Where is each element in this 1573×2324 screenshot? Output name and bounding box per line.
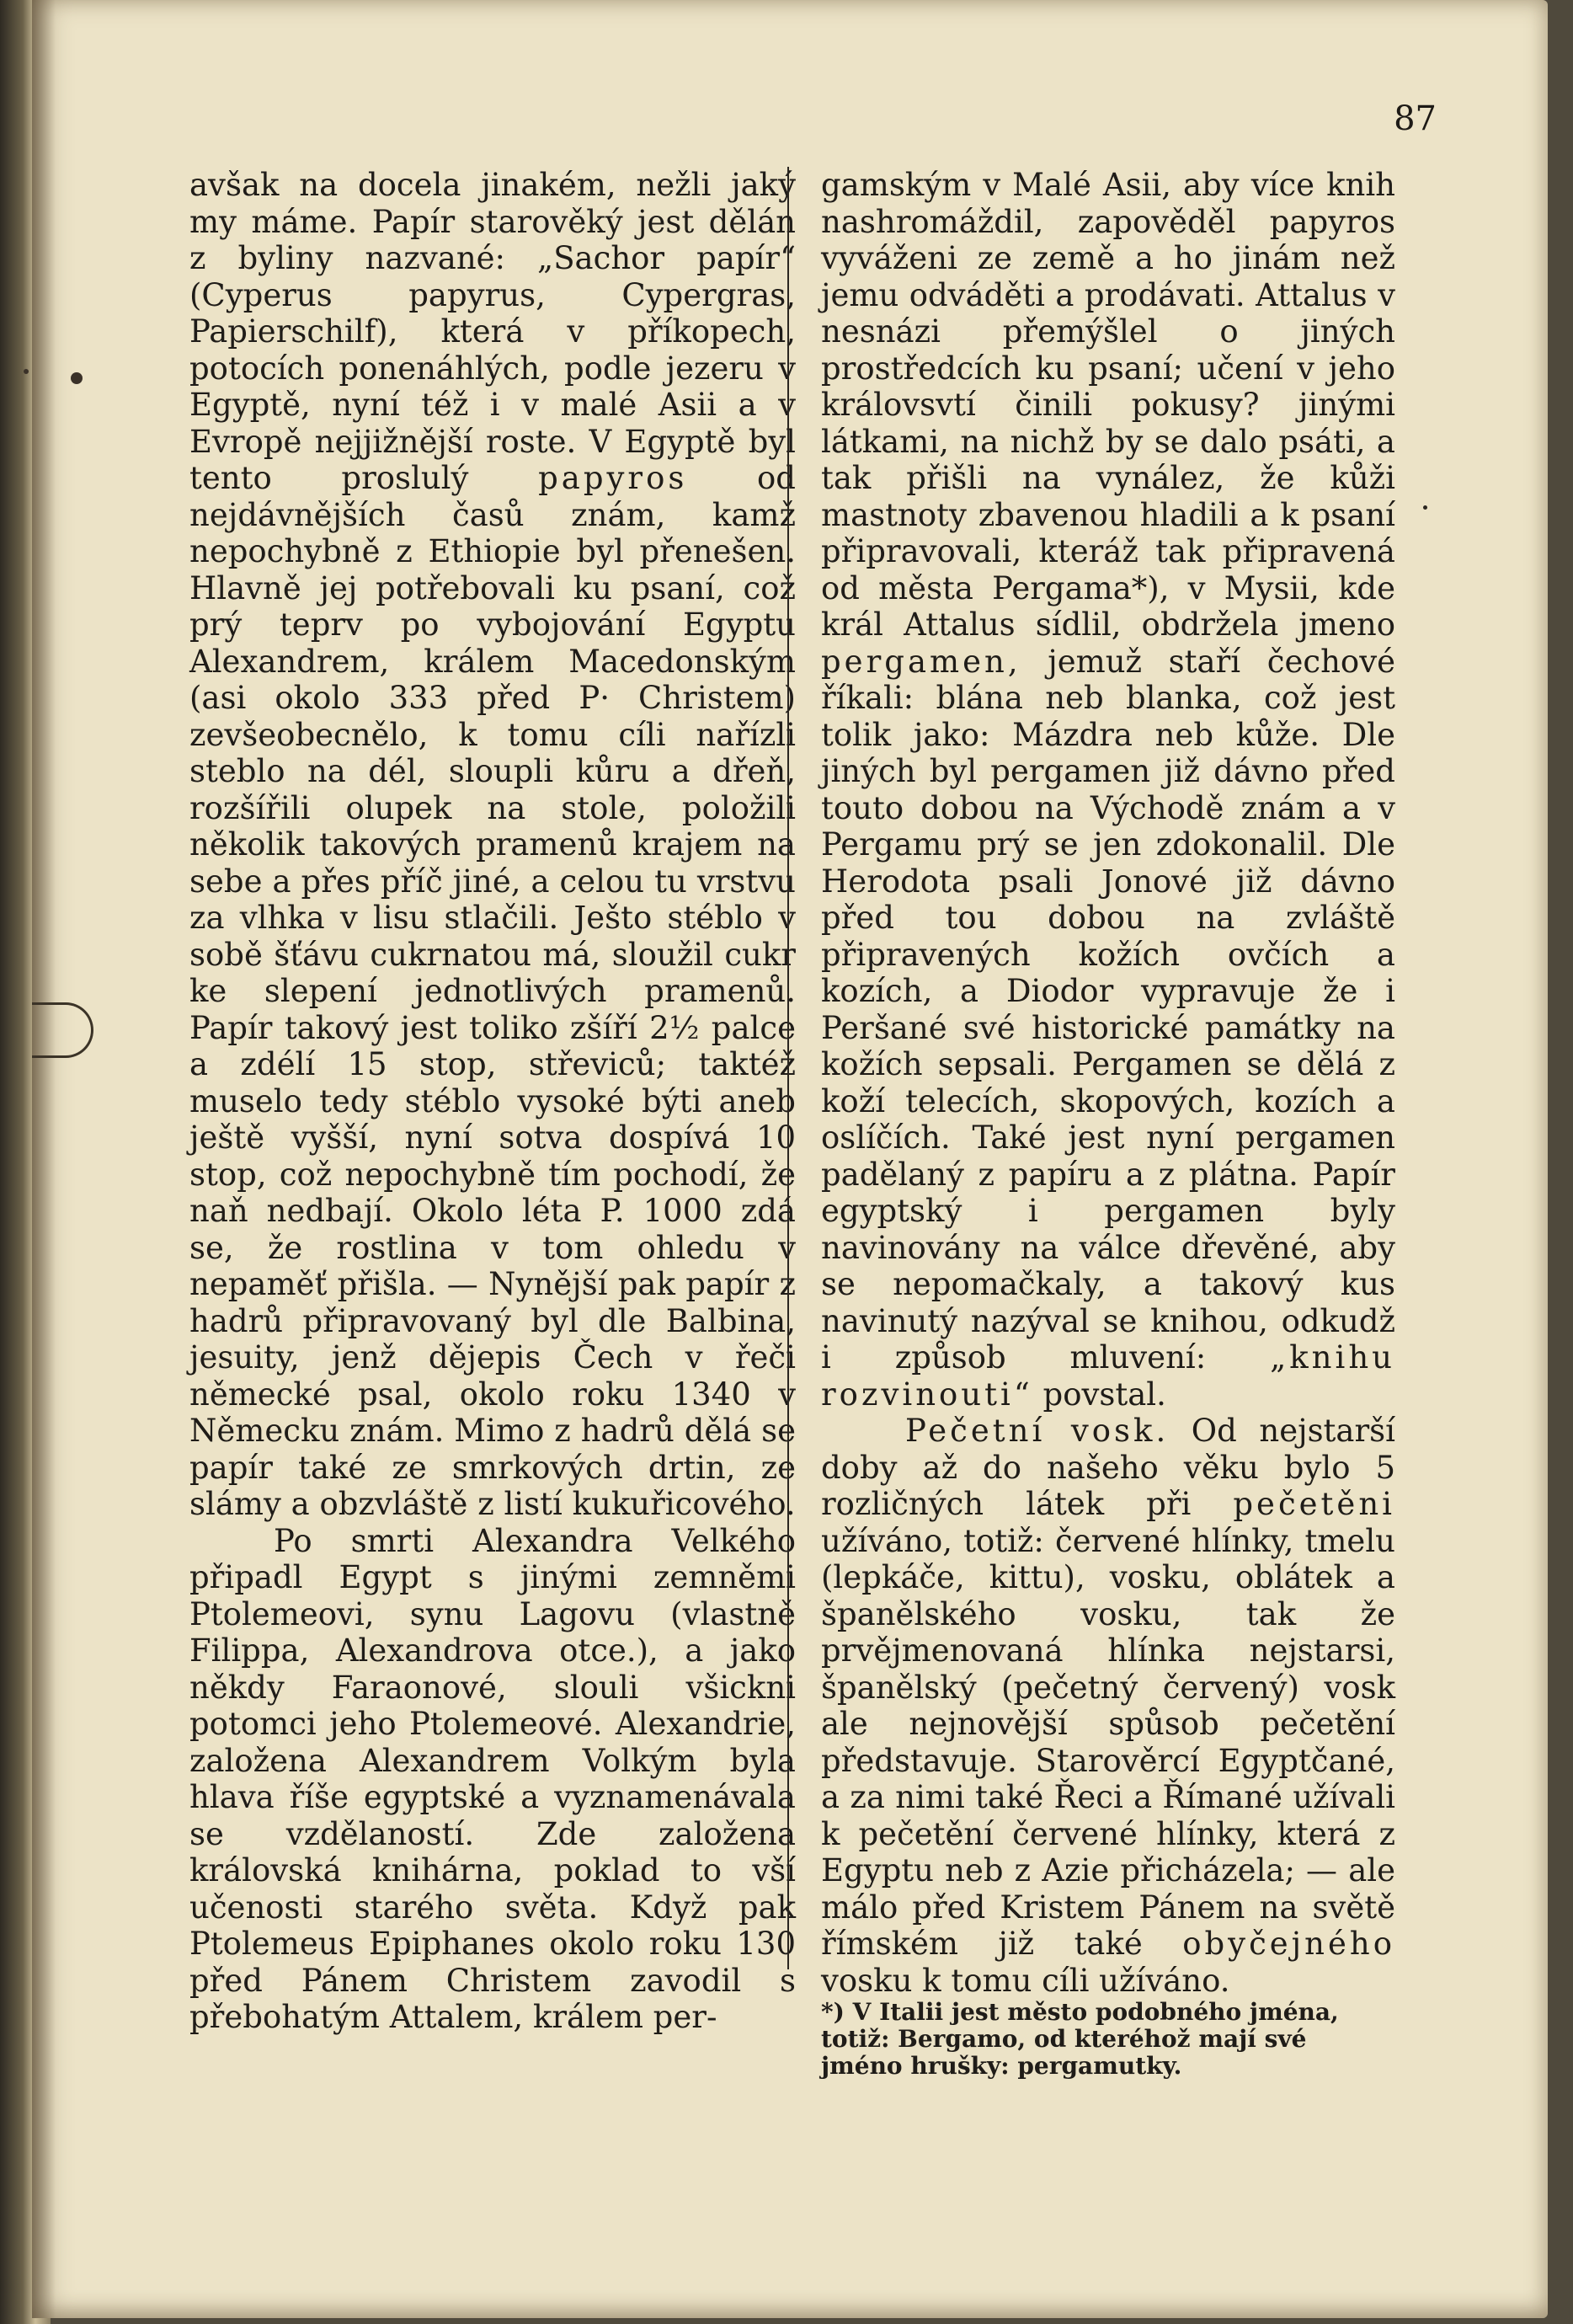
footnote: *) V Italii jest město podobného jména, totiž: Bergamo, od kteréhož mají své jméno hrušky: pergamutky. <box>821 1998 1339 2080</box>
left-paragraph-2: Po smrti Alexandra Velkého připadl Egypt s jinými zemněmi Ptolemeovi, synu Lagovu (vlastně Filippa, Alexandrova otce.), a jako někdy Faraonové, slouli všickni potomci jeho Ptolemeové. Alexandrie, založena Alexandrem Volkým byla hlava říše egyptské a vyznamenávala se vzdělaností. Zde založena královská knihárna, poklad to vší učenosti starého světa. Když pak Ptolemeus Epiphanes okolo roku 130 před Pánem Christem zavodil s přebohatým Attalem, králem per- <box>189 1522 796 2035</box>
right-paragraph-1-quote: „knihu rozvinouti“ <box>821 1339 1395 1413</box>
right-paragraph-1-text-b: jemuž staří čechové říkali: blána neb blanka, což jest tolik jako: Mázdra neb kůže. Dle jiných byl pergamen již dávno před touto dobou na Východě znám a v Pergamu prý se jen zdokonalil. Dle Herodota psali Jonové již dávno před tou dobou na zvláště připravených kožích ovčích a kozích, a Diodor vypravuje že i Peršané své historické památky na kožích sepsali. Pergamen se dělá z koží telecích, skopových, kozích a oslíčích. Také jest nyní pergamen padělaný z papíru a z plátna. Papír egyptský i pergamen byly navinovány na válce dřevěné, aby se nepomačkaly, a takový kus navinutý nazýval se knihou, odkudž i způsob mluvení: <box>821 643 1396 1376</box>
right-text-column <box>787 167 1396 2080</box>
margin-ink-dot <box>24 369 29 374</box>
right-paragraph-1-text-c: povstal. <box>1042 1376 1166 1413</box>
margin-ink-spot <box>71 372 83 384</box>
left-paragraph-1-text: avšak na docela jinakém, nežli jaký my máme. Papír starověký jest dělán z byliny nazvané: „Sachor papír“ (Cyperus papyrus, Cypergras, Papierschilf), která v příkopech, potocích ponenáhlých, podle jezeru v Egyptě, nyní též i v malé Asii a v Evropě nejjižnější roste. V Egyptě byl tento proslulý <box>189 167 796 496</box>
right-paragraph-2-spaced-word-2: obyčejného <box>1182 1926 1395 1962</box>
right-paragraph-1-spaced-word: pergamen, <box>821 643 1021 680</box>
right-paragraph-2-text-a: Od nejstarší doby až do našeho věku bylo 5 rozličných látek při <box>821 1413 1395 1522</box>
left-text-column <box>189 167 796 2036</box>
right-paragraph-2-spaced-word: pečetěni <box>1233 1486 1395 1522</box>
page-speck <box>1423 505 1427 510</box>
left-paragraph-1-spaced-word: papyros <box>538 460 688 496</box>
binding-thread <box>32 1002 93 1058</box>
right-paragraph-2-text-b: užíváno, totiž: červené hlínky, tmelu (lepkáče, kittu), vosku, oblátek a španělského vosku, tak že prvějmenovaná hlínka nejstarsi, španělský (pečetný červený) vosk ale nejnovější spůsob pečetění představuje. Starověrcí Egyptčané, a za nimi také Řeci a Římané užívali k pečetění červené hlínky, která z Egyptu neb z Azie přicházela; — ale málo před Kristem Pánem na světě římském již také <box>821 1522 1395 1962</box>
page-number: 87 <box>1394 99 1437 138</box>
left-paragraph-1 <box>189 167 796 1523</box>
right-paragraph-2-text-c: vosku k tomu cíli užíváno. <box>821 1962 1230 1999</box>
right-paragraph-1 <box>821 167 1395 1413</box>
left-paragraph-1-rest: od nejdávnějších časů znám, kamž nepochybně z Ethiopie byl přenešen. Hlavně jej potřebovali ku psaní, což prý teprv po vybojování Egyptu Alexandrem, králem Macedonským (asi okolo 333 před P· Christem) zevšeobecnělo, k tomu cíli nařízli steblo na dél, sloupli kůru a dřeň, rozšířili olupek na stole, položili několik takových pramenů krajem na sebe a přes příč jiné, a celou tu vrstvu za vlhka v lisu stlačili. Ješto stéblo v sobě šťávu cukrnatou má, sloužil cukr ke slepení jednotlivých pramenů. Papír takový jest toliko zšíří 2½ palce a zdélí 15 stop, střeviců; taktéž muselo tedy stéblo vysoké býti aneb ještě vyšší, nyní sotva dospívá 10 stop, což nepochybně tím pochodí, že naň nedbají. Okolo léta P. 1000 zdá se, že rostlina v tom ohledu v nepaměť přišla. — Nynější pak papír z hadrů připravovaný byl dle Balbina, jesuity, jenž dějepis Čech v řeči německé psal, okolo roku 1340 v Německu znám. Mimo z hadrů dělá se papír také ze smrkových drtin, ze slámy a obzvláště z listí kukuřicového. <box>189 460 796 1522</box>
right-paragraph-1-text-a: gamským v Malé Asii, aby více knih nashromáždil, zapověděl papyros vyváženi ze země a ho jinám než jemu odváděti a prodávati. Attalus v nesnázi přemýšlel o jiných prostředcích ku psaní; učení v jeho královsvtí činili pokusy? jinými látkami, na nichž by se dalo psáti, a tak přišli na vynález, že kůži mastnoty zbavenou hladili a k psaní připravovali, kteráž tak připravená od města Pergama*), v Mysii, kde král Attalus sídlil, obdržela jmeno <box>821 167 1395 643</box>
right-paragraph-2 <box>821 1413 1395 1999</box>
right-paragraph-2-heading: Pečetní vosk. <box>905 1413 1170 1449</box>
